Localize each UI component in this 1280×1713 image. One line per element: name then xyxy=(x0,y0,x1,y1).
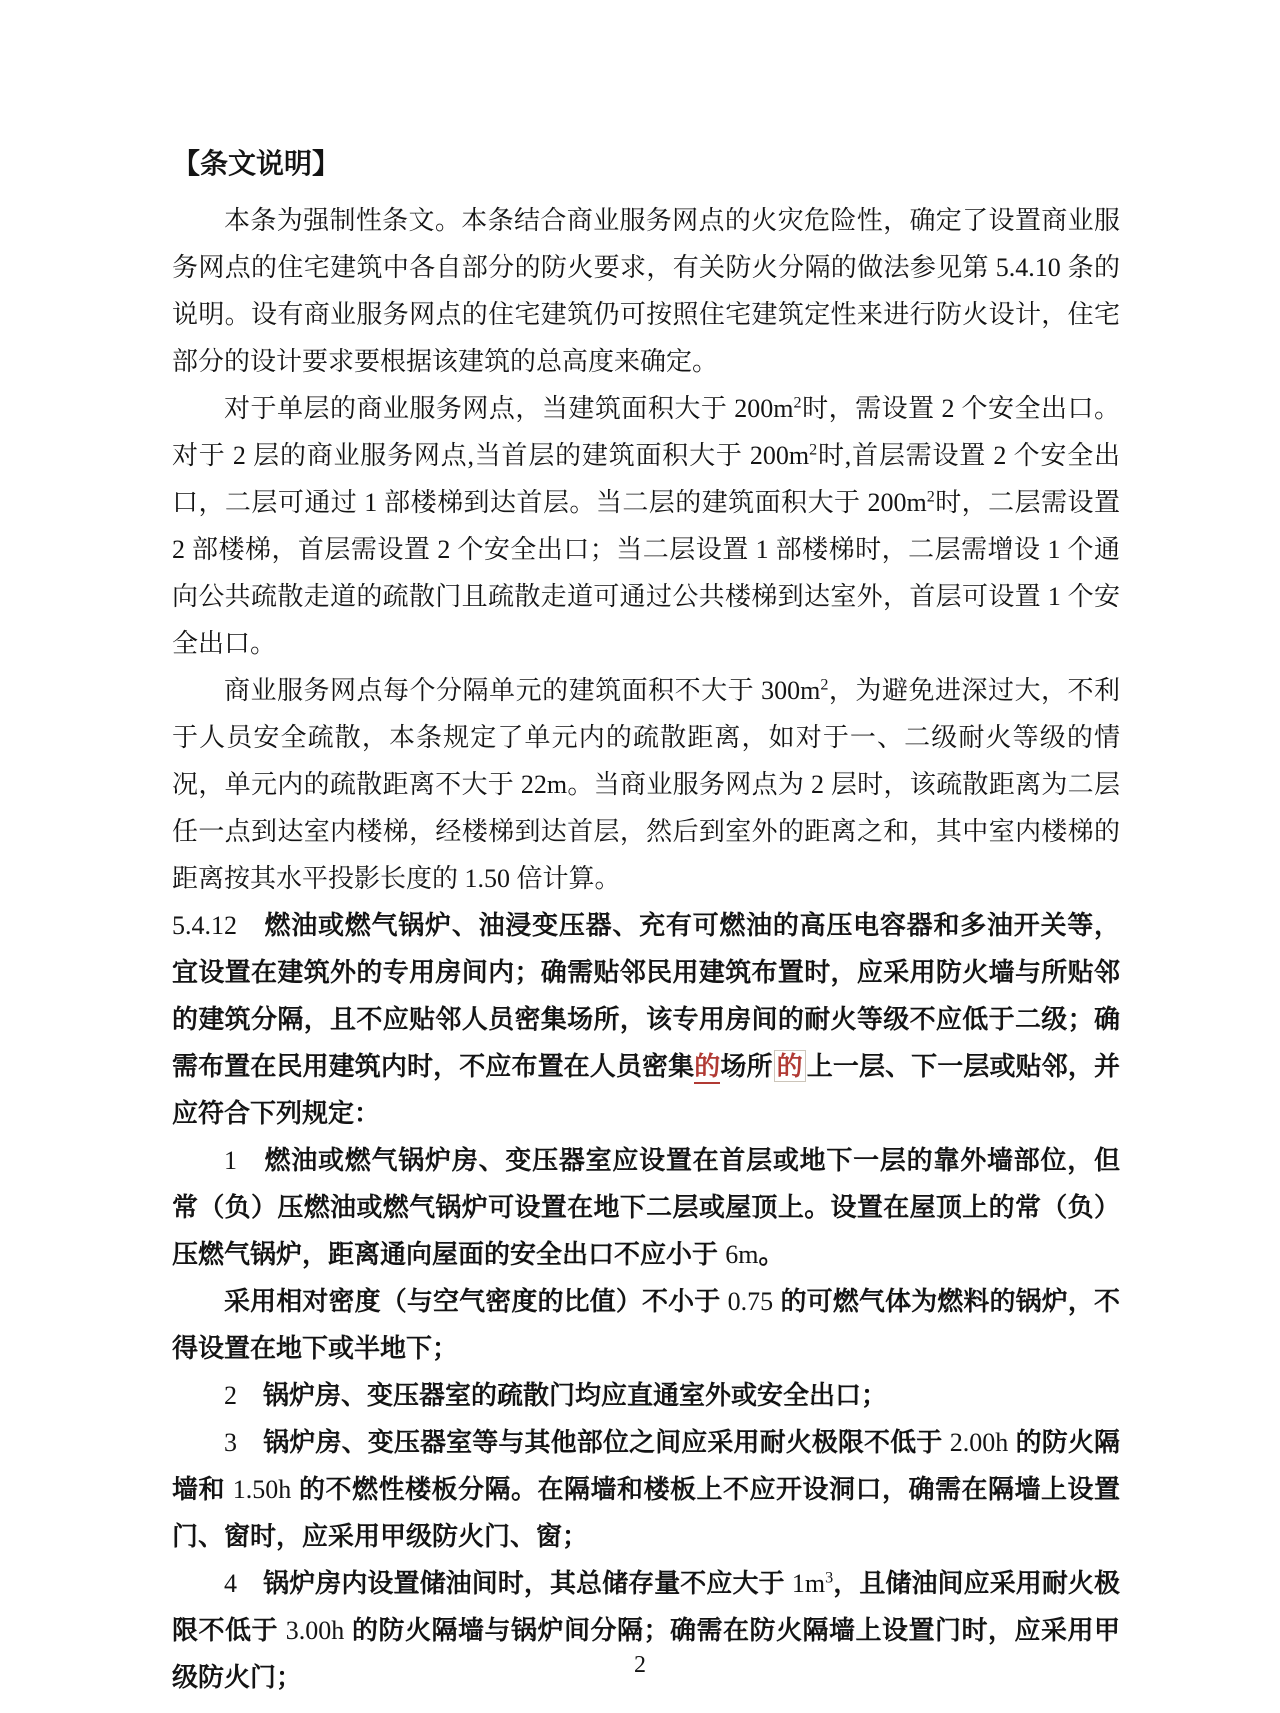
text-segment: 3 xyxy=(224,1428,237,1457)
text-segment: 5.4.12 xyxy=(172,911,237,940)
commentary-paragraph xyxy=(172,385,1120,667)
text-segment: 4 xyxy=(224,1569,237,1598)
text-segment: 2 xyxy=(793,394,802,412)
text-segment: 3.00h xyxy=(285,1616,345,1645)
clause-paragraph xyxy=(172,902,1120,1137)
text-segment: 采用相对密度（与空气密度的比值）不小于 xyxy=(224,1286,728,1316)
text-segment: 6m xyxy=(725,1240,759,1269)
commentary-body xyxy=(172,197,1120,1701)
text-segment: 燃油或燃气锅炉、油浸变压器、充有可燃油的高压电容器和多油开关等，宜设置在建筑外的专用房间内；确需贴邻民用建筑布置时，应采用防火墙与所贴邻的建筑分隔，且不应贴邻人员密集场所，该专用房间的耐火等级不应低于二级；确需布置在民用建筑内时，不应布置在人员密集 xyxy=(172,910,1120,1081)
text-segment: 锅炉房、变压器室的疏散门均应直通室外或安全出口； xyxy=(237,1380,888,1410)
text-segment: 的防火隔墙与锅炉间分隔；确需在防火隔墙上设置门时，应采用甲级防火门； xyxy=(172,1615,1120,1692)
text-segment: 1.50h xyxy=(232,1475,292,1504)
text-segment: ，为避免进深过大，不利于人员安全疏散，本条规定了单元内的疏散距离，如对于一、二级耐火等级的情况，单元内的疏散距离不大于 22m。当商业服务网点为 2 层时，该疏散距离为二层任一点到达室内楼梯，经楼梯到达首层，然后到室外的距离之和，其中室内楼梯的距离按其水平投影长度的 1.50 倍计算。 xyxy=(172,676,1120,893)
commentary-paragraph xyxy=(172,667,1120,902)
clause-paragraph xyxy=(172,1560,1120,1701)
text-segment: 的防火隔墙和 xyxy=(172,1427,1120,1504)
text-segment: 时,首层需设置 2 个安全出口，二层可通过 1 部楼梯到达首层。当二层的建筑面积大于 200m xyxy=(172,441,1120,517)
text-segment: 5.4.10 xyxy=(995,253,1061,282)
clause-paragraph xyxy=(172,1137,1120,1278)
clause-paragraph xyxy=(172,1372,1120,1419)
text-segment: 。 xyxy=(758,1239,785,1269)
text-segment: 3 xyxy=(825,1569,834,1587)
text-segment: 0.75 xyxy=(727,1287,774,1316)
text-segment: 2 xyxy=(809,441,818,459)
text-segment: ，且储油间应采用耐火极限不低于 xyxy=(172,1568,1120,1645)
text-segment: 燃油或燃气锅炉房、变压器室应设置在首层或地下一层的靠外墙部位，但常（负）压燃油或燃气锅炉可设置在地下二层或屋顶上。设置在屋顶上的常（负）压燃气锅炉，距离通向屋面的安全出口不应小于 xyxy=(172,1145,1120,1269)
text-segment: 锅炉房、变压器室等与其他部位之间应采用耐火极限不低于 xyxy=(237,1427,950,1457)
text-segment: 场所 xyxy=(720,1051,773,1081)
text-segment: 对于单层的商业服务网点，当建筑面积大于 200m xyxy=(224,394,794,423)
text-segment: 的可燃气体为燃料的锅炉，不得设置在地下或半地下； xyxy=(172,1286,1120,1363)
clause-paragraph xyxy=(172,1278,1120,1372)
text-segment: 1 xyxy=(224,1146,237,1175)
text-segment: 的不燃性楼板分隔。在隔墙和楼板上不应开设洞口，确需在隔墙上设置门、窗时，应采用甲级防火门、窗； xyxy=(172,1474,1120,1551)
page-number: 2 xyxy=(634,1652,646,1678)
text-segment: 2.00h xyxy=(949,1428,1009,1457)
commentary-paragraph xyxy=(172,197,1120,385)
revision-inserted-char: 的 xyxy=(694,1051,720,1084)
text-segment: 时，需设置 2 个安全出口。对于 2 层的商业服务网点,当首层的建筑面积大于 200m xyxy=(172,394,1120,470)
clause-paragraph xyxy=(172,1419,1120,1560)
text-segment: 上一层、下一层或贴邻，并应符合下列规定： xyxy=(172,1051,1120,1128)
text-segment: 锅炉房内设置储油间时，其总储存量不应大于 xyxy=(237,1568,792,1598)
revision-boxed-char: 的 xyxy=(774,1050,806,1082)
text-segment: 本条为强制性条文。本条结合商业服务网点的火灾危险性，确定了设置商业服务网点的住宅建筑中各自部分的防火要求，有关防火分隔的做法参见第 xyxy=(172,206,1120,282)
text-segment: 2 xyxy=(820,676,829,694)
text-segment: 商业服务网点每个分隔单元的建筑面积不大于 300m xyxy=(224,676,821,705)
text-segment: 1m xyxy=(791,1569,826,1598)
text-segment: 条的说明。设有商业服务网点的住宅建筑仍可按照住宅建筑定性来进行防火设计，住宅部分的设计要求要根据该建筑的总高度来确定。 xyxy=(172,253,1120,376)
text-segment: 时，二层需设置 2 部楼梯，首层需设置 2 个安全出口；当二层设置 1 部楼梯时，二层需增设 1 个通向公共疏散走道的疏散门且疏散走道可通过公共楼梯到达室外，首层可设置 1 个安全出口。 xyxy=(172,488,1120,658)
text-segment: 2 xyxy=(224,1381,237,1410)
commentary-heading: 【条文说明】 xyxy=(172,148,341,179)
text-segment: 2 xyxy=(926,488,935,506)
